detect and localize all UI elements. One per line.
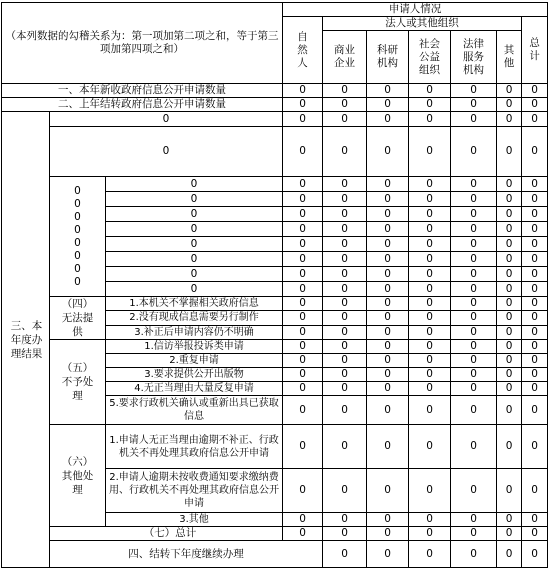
row-label: 5.要求行政机关确认或重新出具已获取信息 <box>106 396 283 425</box>
cell-value: 0 <box>522 237 548 252</box>
cell-value: 0 <box>451 252 497 267</box>
cell-value: 0 <box>367 112 409 127</box>
cell-value: 0 <box>283 368 323 382</box>
col-research-label: 科研机构 <box>377 44 399 69</box>
cell-value: 0 <box>409 222 451 237</box>
col-natural-person-label: 自然人 <box>297 30 308 69</box>
cell-value: 0 <box>367 340 409 354</box>
row-label: 3.要求提供公开出版物 <box>106 368 283 382</box>
row-label: 2.重复申请 <box>106 354 283 368</box>
cell-value: 0 <box>497 222 522 237</box>
row-label: 0 <box>106 252 283 267</box>
cell-value: 0 <box>323 382 367 396</box>
col-other <box>497 31 522 84</box>
cell-value: 0 <box>409 513 451 527</box>
cell-value: 0 <box>451 84 497 98</box>
cell-value: 0 <box>522 368 548 382</box>
cell-value: 0 <box>323 267 367 282</box>
cell-value: 0 <box>522 541 548 568</box>
cell-value: 0 <box>283 252 323 267</box>
row-label: 0 <box>106 237 283 252</box>
cell-value: 0 <box>522 222 548 237</box>
table-row <box>2 177 548 192</box>
cell-value: 0 <box>409 127 451 177</box>
cell-value: 0 <box>283 112 323 127</box>
row-label: 3.补正后申请内容仍不明确 <box>106 325 283 339</box>
cell-value: 0 <box>367 252 409 267</box>
cell-value: 0 <box>522 527 548 541</box>
row-label: 2.申请人逾期未按收费通知要求缴纳费用、行政机关不再处理其政府信息公开申请 <box>106 469 283 513</box>
cell-value: 0 <box>323 469 367 513</box>
row-label: 0 <box>106 282 283 297</box>
legal-group-header: 法人或其他组织 <box>323 17 522 31</box>
cell-value: 0 <box>367 368 409 382</box>
cell-value: 0 <box>451 192 497 207</box>
cell-value: 0 <box>451 112 497 127</box>
cell-value: 0 <box>522 207 548 222</box>
cell-value: 0 <box>451 267 497 282</box>
cell-value: 0 <box>522 252 548 267</box>
cell-value: 0 <box>497 177 522 192</box>
cell-value: 0 <box>522 98 548 112</box>
subsection-f-label-text: （六）其他处理 <box>61 455 94 496</box>
cell-value: 0 <box>522 425 548 469</box>
cell-value: 0 <box>323 207 367 222</box>
cell-value: 0 <box>323 513 367 527</box>
cell-value: 0 <box>451 527 497 541</box>
cell-value: 0 <box>497 282 522 297</box>
seq-char: 0 <box>74 197 81 210</box>
subsection-e-label <box>50 340 106 425</box>
cell-value: 0 <box>451 469 497 513</box>
table-row <box>2 127 548 177</box>
cell-value: 0 <box>409 98 451 112</box>
col-total-label: 总计 <box>529 37 540 62</box>
cell-value: 0 <box>522 177 548 192</box>
cell-value: 0 <box>522 325 548 339</box>
table-row <box>2 340 548 354</box>
cell-value: 0 <box>283 396 323 425</box>
cell-value: 0 <box>409 192 451 207</box>
cell-value: 0 <box>497 252 522 267</box>
cell-value: 0 <box>283 267 323 282</box>
row-label: 0 <box>106 192 283 207</box>
seq-char: 0 <box>74 275 81 288</box>
cell-value: 0 <box>283 84 323 98</box>
cell-value: 0 <box>409 237 451 252</box>
cell-value: 0 <box>283 282 323 297</box>
cell-value: 0 <box>323 282 367 297</box>
cell-value: 0 <box>323 127 367 177</box>
cell-value: 0 <box>522 84 548 98</box>
cell-value: 0 <box>323 354 367 368</box>
col-other-label: 其他 <box>503 44 515 69</box>
cell-value: 0 <box>323 396 367 425</box>
cell-value: 0 <box>367 311 409 325</box>
cell-value: 0 <box>367 222 409 237</box>
col-commercial-label: 商业企业 <box>334 44 356 69</box>
subsection-d-label <box>50 297 106 340</box>
cell-value: 0 <box>497 98 522 112</box>
cell-value: 0 <box>497 267 522 282</box>
cell-value: 0 <box>367 237 409 252</box>
cell-value: 0 <box>283 469 323 513</box>
cell-value: 0 <box>367 527 409 541</box>
row-label: 0 <box>50 112 283 127</box>
cell-value: 0 <box>451 396 497 425</box>
cell-value: 0 <box>451 368 497 382</box>
row-label: （七）总计 <box>50 527 283 541</box>
cell-value: 0 <box>522 340 548 354</box>
cell-value: 0 <box>409 469 451 513</box>
cell-value: 0 <box>367 98 409 112</box>
row-label: 0 <box>106 207 283 222</box>
cell-value: 0 <box>367 297 409 311</box>
seq-char: 0 <box>74 262 81 275</box>
row-label: 1.本机关不掌握相关政府信息 <box>106 297 283 311</box>
cell-value: 0 <box>497 84 522 98</box>
cell-value: 0 <box>283 325 323 339</box>
cell-value: 0 <box>323 368 367 382</box>
cell-value: 0 <box>367 177 409 192</box>
relationship-note: （本列数据的勾稽关系为：第一项加第二项之和，等于第三项加第四项之和） <box>2 3 283 84</box>
section-3-label-text: 三、本年度办理结果 <box>10 319 43 360</box>
row-label: 0 <box>50 127 283 177</box>
seq-char: 0 <box>74 210 81 223</box>
cell-value: 0 <box>522 192 548 207</box>
cell-value: 0 <box>283 382 323 396</box>
row-label: 二、上年结转政府信息公开申请数量 <box>2 98 283 112</box>
cell-value: 0 <box>409 177 451 192</box>
cell-value: 0 <box>409 340 451 354</box>
cell-value: 0 <box>522 282 548 297</box>
cell-value: 0 <box>367 541 409 568</box>
cell-value: 0 <box>451 207 497 222</box>
col-total <box>522 17 548 84</box>
cell-value: 0 <box>409 311 451 325</box>
cell-value: 0 <box>522 267 548 282</box>
table-row <box>2 98 548 112</box>
cell-value: 0 <box>451 222 497 237</box>
cell-value: 0 <box>522 396 548 425</box>
cell-value: 0 <box>497 112 522 127</box>
cell-value: 0 <box>451 513 497 527</box>
cell-value: 0 <box>451 98 497 112</box>
section-3-label <box>2 112 50 568</box>
cell-value: 0 <box>367 425 409 469</box>
seq-char: 0 <box>74 223 81 236</box>
cell-value: 0 <box>367 84 409 98</box>
table-row <box>2 425 548 469</box>
cell-value: 0 <box>367 513 409 527</box>
subsection-c-label <box>50 177 106 297</box>
cell-value: 0 <box>451 282 497 297</box>
subsection-e-label-text: （五）不予处理 <box>61 362 94 402</box>
cell-value: 0 <box>283 237 323 252</box>
cell-value: 0 <box>409 112 451 127</box>
cell-value: 0 <box>283 177 323 192</box>
subsection-f-label <box>50 425 106 527</box>
cell-value: 0 <box>451 354 497 368</box>
row-label: 0 <box>106 177 283 192</box>
row-label: 1.申请人无正当理由逾期不补正、行政机关不再处理其政府信息公开申请 <box>106 425 283 469</box>
cell-value: 0 <box>451 311 497 325</box>
cell-value: 0 <box>323 340 367 354</box>
cell-value: 0 <box>409 354 451 368</box>
cell-value: 0 <box>367 127 409 177</box>
cell-value: 0 <box>283 311 323 325</box>
row-label: 2.没有现成信息需要另行制作 <box>106 311 283 325</box>
cell-value: 0 <box>451 297 497 311</box>
cell-value: 0 <box>497 513 522 527</box>
cell-value: 0 <box>323 237 367 252</box>
col-research <box>367 31 409 84</box>
col-legal-service-label: 法律服务机构 <box>463 37 485 76</box>
cell-value: 0 <box>409 425 451 469</box>
cell-value: 0 <box>367 354 409 368</box>
cell-value: 0 <box>409 252 451 267</box>
cell-value: 0 <box>323 541 367 568</box>
cell-value: 0 <box>367 396 409 425</box>
cell-value: 0 <box>283 527 323 541</box>
table-row <box>2 112 548 127</box>
table-row <box>2 297 548 311</box>
cell-value: 0 <box>323 325 367 339</box>
cell-value: 0 <box>283 513 323 527</box>
cell-value: 0 <box>451 425 497 469</box>
cell-value: 0 <box>367 282 409 297</box>
cell-value: 0 <box>497 354 522 368</box>
cell-value: 0 <box>409 527 451 541</box>
cell-value: 0 <box>497 541 522 568</box>
cell-value: 0 <box>323 297 367 311</box>
cell-value: 0 <box>522 112 548 127</box>
cell-value: 0 <box>283 340 323 354</box>
cell-value: 0 <box>409 368 451 382</box>
cell-value: 0 <box>497 340 522 354</box>
col-natural-person <box>283 17 323 84</box>
cell-value: 0 <box>451 237 497 252</box>
cell-value: 0 <box>323 177 367 192</box>
cell-value: 0 <box>497 325 522 339</box>
cell-value: 0 <box>497 192 522 207</box>
cell-value: 0 <box>367 192 409 207</box>
cell-value: 0 <box>283 297 323 311</box>
cell-value: 0 <box>409 325 451 339</box>
cell-value: 0 <box>451 382 497 396</box>
cell-value: 0 <box>323 84 367 98</box>
cell-value: 0 <box>497 311 522 325</box>
table-row <box>2 541 548 568</box>
cell-value: 0 <box>522 469 548 513</box>
cell-value: 0 <box>367 207 409 222</box>
cell-value: 0 <box>323 252 367 267</box>
cell-value: 0 <box>283 127 323 177</box>
cell-value: 0 <box>451 340 497 354</box>
col-social-label: 社会公益组织 <box>419 37 441 76</box>
cell-value: 0 <box>409 382 451 396</box>
cell-value: 0 <box>522 354 548 368</box>
cell-value: 0 <box>367 469 409 513</box>
cell-value: 0 <box>323 192 367 207</box>
row-label: 1.信访举报投诉类申请 <box>106 340 283 354</box>
seq-char: 0 <box>74 184 81 197</box>
cell-value: 0 <box>283 222 323 237</box>
cell-value: 0 <box>497 297 522 311</box>
cell-value: 0 <box>323 425 367 469</box>
row-label: 0 <box>106 267 283 282</box>
row-label: 0 <box>106 222 283 237</box>
col-commercial <box>323 31 367 84</box>
cell-value: 0 <box>497 527 522 541</box>
cell-value: 0 <box>367 267 409 282</box>
government-info-disclosure-table <box>1 2 548 568</box>
seq-char: 0 <box>74 236 81 249</box>
cell-value: 0 <box>451 177 497 192</box>
cell-value: 0 <box>522 382 548 396</box>
subsection-d-label-text: （四）无法提供 <box>61 298 94 338</box>
cell-value: 0 <box>283 207 323 222</box>
cell-value: 0 <box>409 267 451 282</box>
cell-value: 0 <box>283 354 323 368</box>
col-legal-service <box>451 31 497 84</box>
col-social <box>409 31 451 84</box>
cell-value: 0 <box>409 207 451 222</box>
cell-value: 0 <box>367 382 409 396</box>
cell-value: 0 <box>497 207 522 222</box>
cell-value: 0 <box>497 425 522 469</box>
applicant-header: 申请人情况 <box>283 3 548 17</box>
cell-value: 0 <box>497 237 522 252</box>
cell-value: 0 <box>522 311 548 325</box>
table-row <box>2 84 548 98</box>
row-label: 四、结转下年度继续办理 <box>50 541 323 568</box>
cell-value: 0 <box>283 98 323 112</box>
cell-value: 0 <box>497 396 522 425</box>
cell-value: 0 <box>451 127 497 177</box>
cell-value: 0 <box>451 541 497 568</box>
cell-value: 0 <box>323 98 367 112</box>
cell-value: 0 <box>409 84 451 98</box>
cell-value: 0 <box>323 311 367 325</box>
row-label: 4.无正当理由大量反复申请 <box>106 382 283 396</box>
cell-value: 0 <box>283 192 323 207</box>
cell-value: 0 <box>497 382 522 396</box>
cell-value: 0 <box>367 325 409 339</box>
cell-value: 0 <box>283 425 323 469</box>
cell-value: 0 <box>409 297 451 311</box>
cell-value: 0 <box>409 541 451 568</box>
cell-value: 0 <box>323 527 367 541</box>
row-label: 3.其他 <box>106 513 283 527</box>
cell-value: 0 <box>522 513 548 527</box>
cell-value: 0 <box>522 127 548 177</box>
cell-value: 0 <box>323 112 367 127</box>
header-row-1 <box>2 3 548 17</box>
cell-value: 0 <box>323 222 367 237</box>
cell-value: 0 <box>522 297 548 311</box>
table-row <box>2 527 548 541</box>
cell-value: 0 <box>409 282 451 297</box>
cell-value: 0 <box>497 368 522 382</box>
row-label: 一、本年新收政府信息公开申请数量 <box>2 84 283 98</box>
cell-value: 0 <box>497 127 522 177</box>
cell-value: 0 <box>451 325 497 339</box>
cell-value: 0 <box>497 469 522 513</box>
cell-value: 0 <box>409 396 451 425</box>
seq-char: 0 <box>74 249 81 262</box>
